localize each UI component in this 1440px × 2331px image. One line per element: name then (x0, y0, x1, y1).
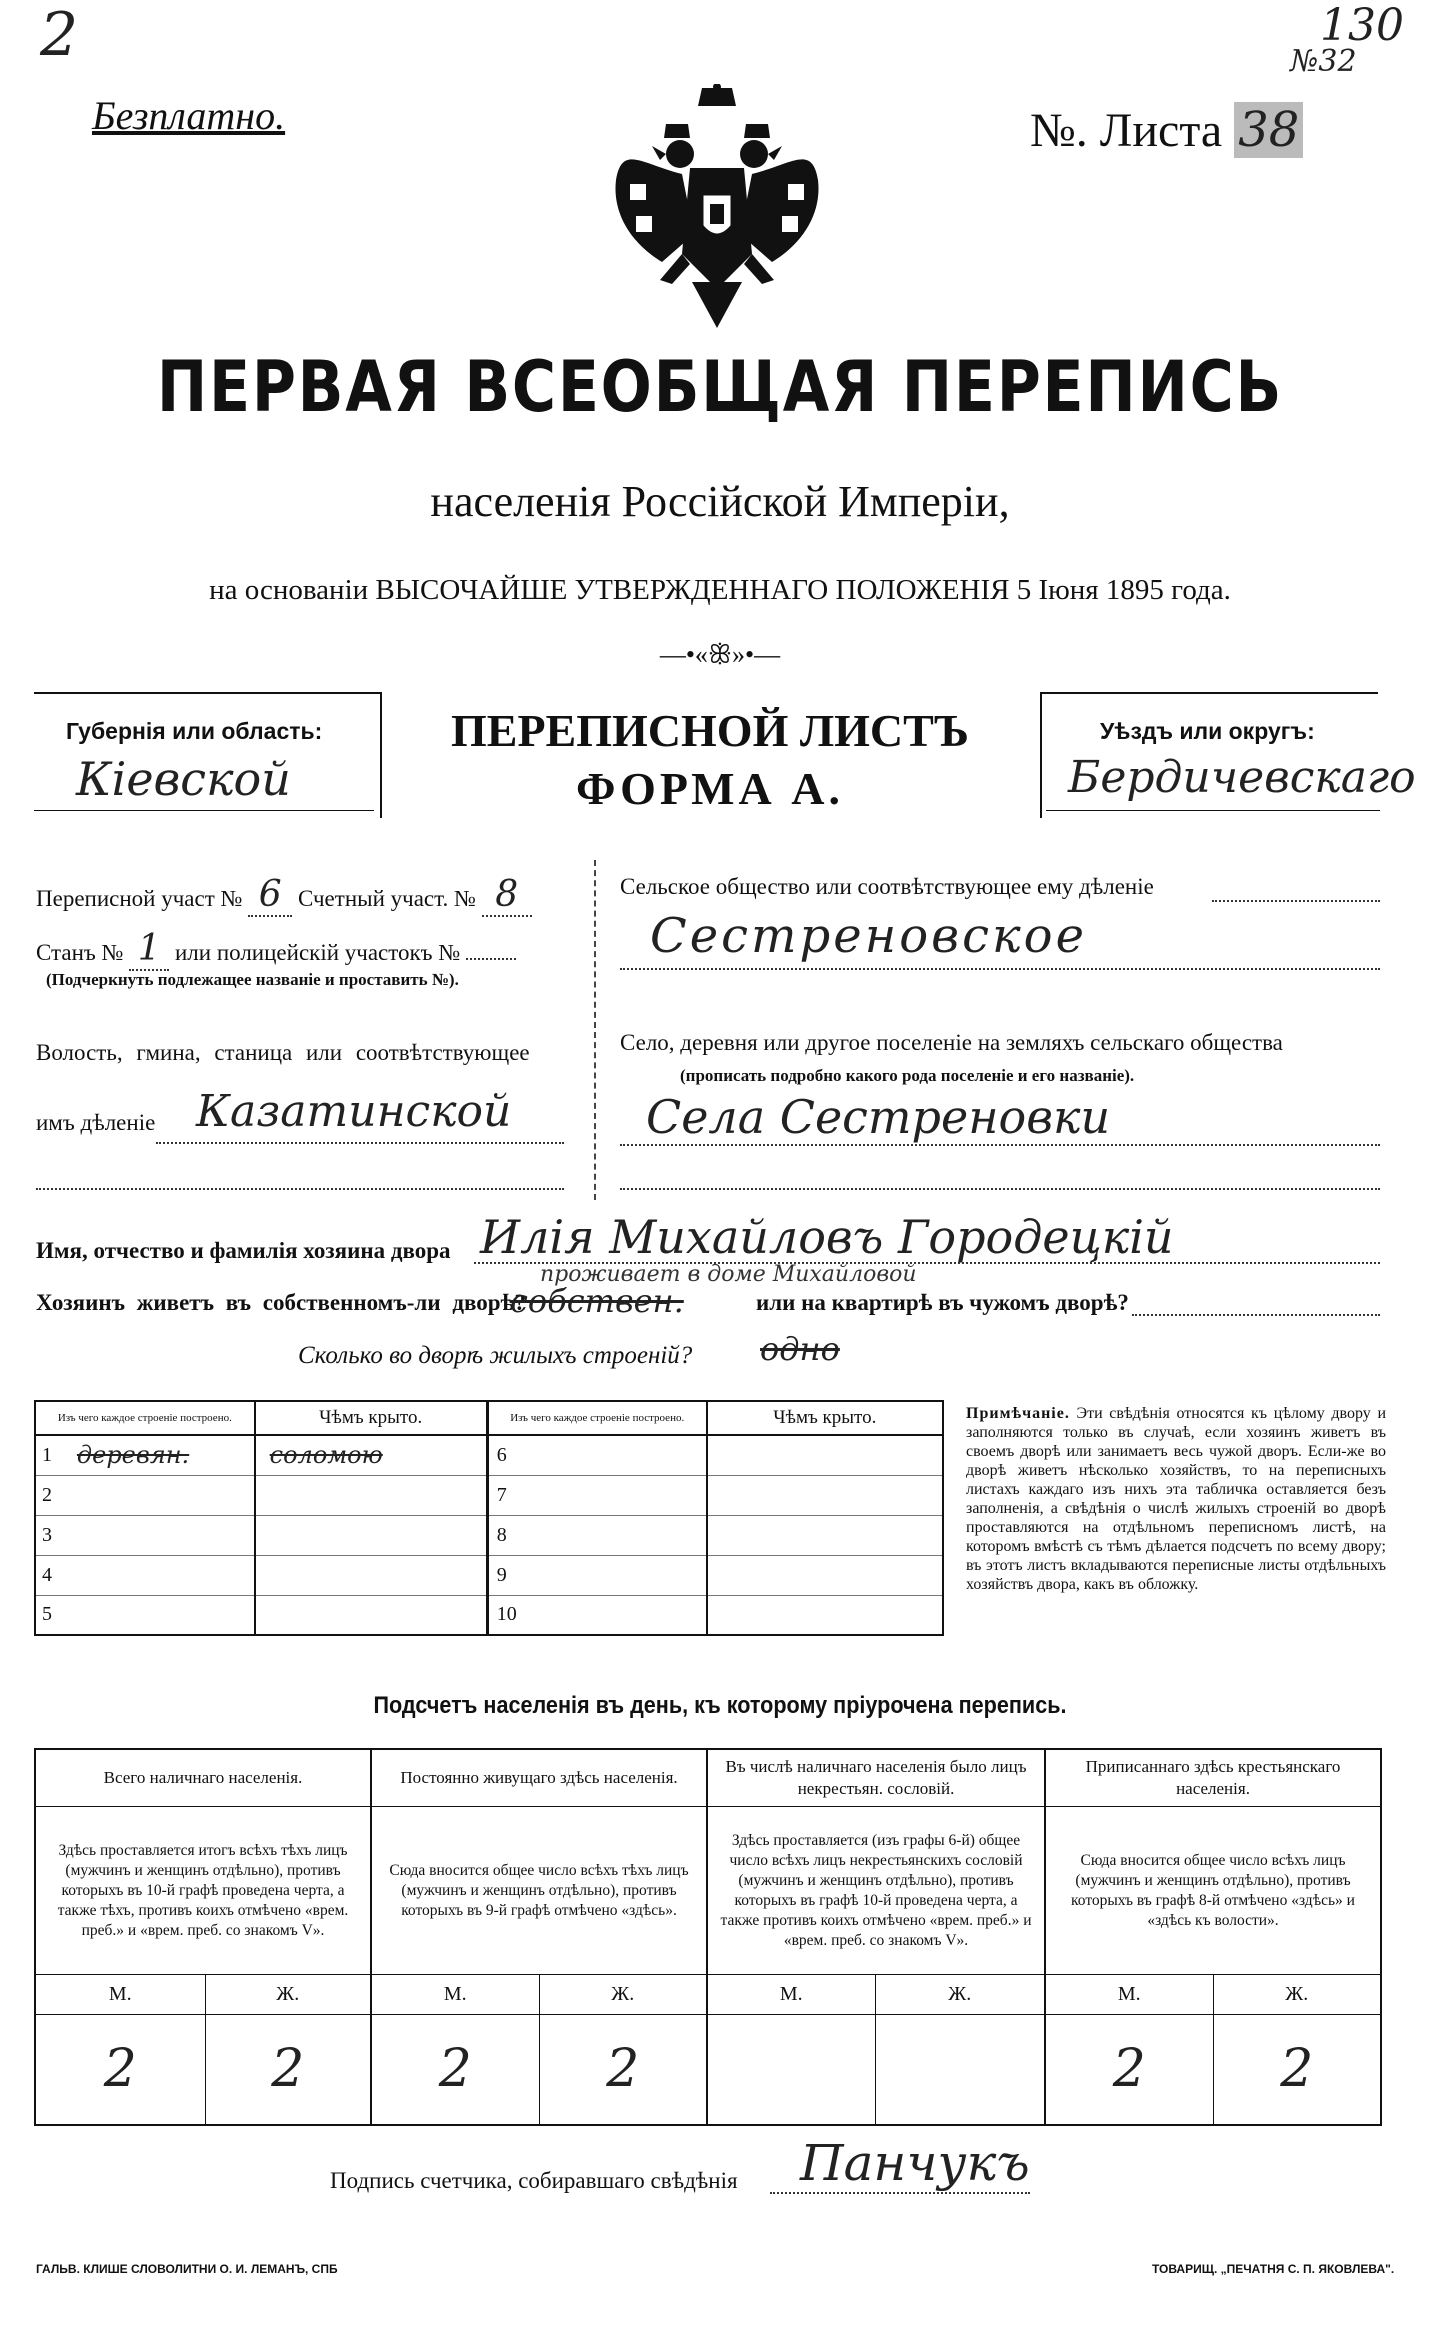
district-underline (1046, 810, 1380, 811)
material-cell (77, 1555, 255, 1595)
district-label: Уѣздъ или округъ: (1100, 718, 1315, 744)
corner-mark-number: 32 (1318, 44, 1357, 79)
population-heading: Подсчетъ населенія въ день, къ которому пріурочена перепись. (373, 1692, 1067, 1719)
female-header: Ж. (875, 1975, 1045, 2015)
fields-column-divider (594, 860, 596, 1200)
roof-cell (255, 1515, 488, 1555)
material-cell (77, 1515, 255, 1555)
pop-col-title: Постоянно живущаго здѣсь населенія. (371, 1749, 707, 1807)
police-label: или полицейскій участокъ № (174, 940, 461, 965)
col-roof-right: Чѣмъ крыто. (773, 1407, 877, 1428)
stan-row (36, 928, 516, 971)
col-material-right: Изъ чего каждое строеніе построено. (487, 1401, 706, 1435)
volost-line (156, 1142, 564, 1144)
owner-lives-value: собствен. (510, 1282, 684, 1320)
row-number: 10 (496, 1603, 517, 1626)
material-cell (529, 1595, 706, 1635)
male-count: 2 (35, 2015, 205, 2125)
province-value: Кіевской (76, 752, 291, 806)
row-number: 3 (42, 1523, 52, 1546)
female-header: Ж. (539, 1975, 707, 2015)
female-count: 2 (205, 2015, 371, 2125)
roof-cell (255, 1595, 488, 1635)
free-label: Безплатно. (92, 93, 286, 138)
row-number: 4 (42, 1563, 52, 1586)
roof-cell: соломою (255, 1435, 488, 1475)
owner-name-extra: проживает в доме Михайловой (540, 1262, 917, 1287)
male-header: М. (1045, 1975, 1213, 2015)
material-cell (77, 1595, 255, 1635)
apartment-label: или на квартирѣ въ чужомъ дворѣ? (756, 1290, 1129, 1315)
subtitle: населенія Россійской Имперіи, (430, 477, 1010, 526)
female-count: 2 (1280, 2039, 1314, 2100)
apartment-line (1132, 1314, 1380, 1316)
corner-mark-left: 2 (40, 0, 79, 70)
village-value-line (620, 1144, 1380, 1146)
corner-mark-sheet: №32 (1290, 44, 1357, 79)
form-header-top-left (34, 692, 380, 694)
material-cell (529, 1435, 706, 1475)
census-section-value: 6 (248, 874, 292, 917)
male-header: М. (371, 1975, 539, 2015)
count-section-label: Счетный участ. № (297, 886, 476, 911)
row-number: 8 (496, 1523, 507, 1546)
buildings-answer: одно (760, 1330, 840, 1368)
col-material-left: Изъ чего каждое строеніе построено. (35, 1401, 255, 1435)
census-sheet-title: ПЕРЕПИСНОЙ ЛИСТЪ (450, 705, 970, 756)
pop-col-desc: Здѣсь проставляется итогъ всѣхъ тѣхъ лицъ (мужчинъ и женщинъ отдѣльно), противъ которыхъ въ 10-й графѣ проведена черта, а также тѣхъ, противъ коихъ отмѣчено «врем. преб.» и «врем. преб. со знакомъ V». (35, 1807, 371, 1975)
male-header: М. (35, 1975, 205, 2015)
village-value-line-2 (620, 1188, 1380, 1190)
roof-cell (707, 1555, 943, 1595)
village-note: (прописать подробно какого рода поселеніе и его названіе). (680, 1066, 1135, 1085)
census-section-label: Переписной участ № (36, 886, 243, 911)
province-label: Губернія или область: (66, 718, 323, 744)
stan-value: 1 (129, 928, 169, 971)
footer-right: ТОВАРИЩ. „ПЕЧАТНЯ С. П. ЯКОВЛЕВА". (1152, 2262, 1395, 2276)
material-cell: деревян. (77, 1435, 255, 1475)
volost-label-1: Волость, гмина, станица или соотвѣтствующее (36, 1040, 530, 1065)
note-text: Эти свѣдѣнія относятся къ цѣлому двору и заполняются только въ случаѣ, если хозяинъ живетъ въ своемъ дворѣ или занимаетъ весь чужой дворъ. Если-же во дворѣ живетъ нѣсколько хозяйствъ, то на переписныхъ листахъ каждаго изъ нихъ эта табличка оставляется безъ заполненія, а свѣдѣнія о числѣ жилыхъ строеній во дворѣ проставляются на отдѣльномъ переписномъ листѣ, на которомъ вмѣстѣ съ тѣмъ дѣлается подсчетъ по всему двору; въ этотъ листъ вкладываются переписные листы отдѣльныхъ хозяйствъ двора, какъ въ обложку. (966, 1405, 1386, 1593)
female-count (875, 2015, 1045, 2125)
female-count: 2 (539, 2015, 707, 2125)
owner-name-line (474, 1262, 1380, 1264)
male-count (707, 2015, 875, 2125)
form-header-divider-right (1040, 692, 1042, 818)
stan-note: (Подчеркнуть подлежащее названіе и проставить №). (46, 970, 459, 989)
row-number: 5 (42, 1603, 52, 1626)
corner-mark-right: 130 (1320, 0, 1404, 51)
coat-of-arms-icon (602, 84, 832, 334)
buildings-table (34, 1400, 944, 1636)
row-number: 9 (496, 1563, 507, 1586)
district-value: Бердичевскаго (1068, 752, 1416, 803)
roof-cell (255, 1555, 488, 1595)
pop-col-title: Всего наличнаго населенія. (35, 1749, 371, 1807)
row-number: 6 (496, 1443, 507, 1466)
signature-line (770, 2192, 1030, 2194)
count-section-value: 8 (482, 874, 532, 917)
owner-name-label: Имя, отчество и фамилія хозяина двора (36, 1238, 451, 1263)
roof-cell (707, 1515, 943, 1555)
volost-line-2 (36, 1188, 564, 1190)
population-table (34, 1748, 1382, 2126)
note-heading: Примѣчаніе. (966, 1405, 1070, 1422)
volost-value: Казатинской (196, 1086, 512, 1137)
buildings-question: Сколько во дворѣ жилыхъ строеній? (298, 1342, 693, 1369)
col-roof-left: Чѣмъ крыто. (255, 1401, 488, 1435)
main-title: ПЕРВАЯ ВСЕОБЩАЯ ПЕРЕПИСЬ (156, 346, 1284, 428)
table-row (35, 1475, 943, 1515)
row-number: 7 (496, 1483, 507, 1506)
province-underline (34, 810, 374, 811)
footer-left: ГАЛЬВ. КЛИШЕ СЛОВОЛИТНИ О. И. ЛЕМАНЪ, СПБ (36, 2262, 338, 2276)
table-row (35, 1515, 943, 1555)
society-label-line (1212, 900, 1380, 902)
owner-lives-label: Хозяинъ живетъ въ собственномъ-ли дворѣ? (36, 1290, 526, 1315)
table-row (35, 1595, 943, 1635)
basis-line: на основаніи ВЫСОЧАЙШЕ УТВЕРЖДЕННАГО ПОЛОЖЕНІЯ 5 Іюня 1895 года. (209, 574, 1231, 606)
owner-name-value: Илія Михайловъ Городецкій (480, 1210, 1174, 1264)
material-cell (529, 1475, 706, 1515)
pop-col-title: Приписаннаго здѣсь крестьянскаго населенія. (1085, 1757, 1341, 1798)
material-cell (529, 1515, 706, 1555)
female-header: Ж. (1285, 1983, 1309, 2005)
pop-col-desc: Сюда вносится общее число всѣхъ тѣхъ лицъ (мужчинъ и женщинъ отдѣльно), противъ которыхъ въ 9-й графѣ отмѣчено «здѣсь». (371, 1807, 707, 1975)
pop-col-desc: Здѣсь проставляется (изъ графы 6-й) общее число всѣхъ лицъ некрестьянскихъ сословій (мужчинъ и женщинъ отдѣльно), противъ которыхъ въ графѣ 10-й проведена черта, а также противъ коихъ отмѣчено «врем. преб.» и «врем. преб. со знакомъ V». (707, 1807, 1045, 1975)
roof-cell (255, 1475, 488, 1515)
society-value-line (620, 968, 1380, 970)
roof-cell (707, 1595, 943, 1635)
pop-col-desc: Сюда вносится общее число всѣхъ лицъ (мужчинъ и женщинъ отдѣльно), противъ которыхъ въ графѣ 8-й отмѣчено «здѣсь» и «здѣсь къ волости». (1071, 1851, 1355, 1929)
pop-col-title: Въ числѣ наличнаго населенія было лицъ некрестьян. сословій. (707, 1749, 1045, 1807)
sheet-number: 38 (1234, 102, 1303, 158)
form-letter: ФОРМА А. (576, 763, 844, 814)
roof-cell (707, 1475, 943, 1515)
row-number: 1 (42, 1443, 52, 1466)
female-header: Ж. (205, 1975, 371, 2015)
signature-label: Подпись счетчика, собиравшаго свѣдѣнія (330, 2168, 738, 2193)
volost-label-2: имъ дѣленіе (36, 1110, 156, 1135)
form-header-top-right (1040, 692, 1378, 694)
table-row (35, 1435, 943, 1475)
sheet-number-label (1030, 102, 1303, 158)
sheet-label: №. Листа (1030, 104, 1223, 157)
society-label: Сельское общество или соотвѣтствующее ему дѣленіе (620, 874, 1154, 899)
census-section-row (36, 874, 532, 917)
table-row (35, 1555, 943, 1595)
village-value: Села Сестреновки (646, 1090, 1111, 1144)
stan-label: Станъ № (36, 940, 124, 965)
society-value: Сестреновское (650, 908, 1087, 964)
male-count: 2 (371, 2015, 539, 2125)
material-cell (529, 1555, 706, 1595)
male-count: 2 (1045, 2015, 1213, 2125)
male-header: М. (707, 1975, 875, 2015)
material-cell (77, 1475, 255, 1515)
ornament: —•«ꕥ»•— (659, 640, 781, 669)
signature-value: Панчукъ (800, 2134, 1030, 2192)
note-block (966, 1404, 1386, 1594)
row-number: 2 (42, 1483, 52, 1506)
roof-cell (707, 1435, 943, 1475)
village-label: Село, деревня или другое поселеніе на земляхъ сельскаго общества (620, 1030, 1283, 1055)
